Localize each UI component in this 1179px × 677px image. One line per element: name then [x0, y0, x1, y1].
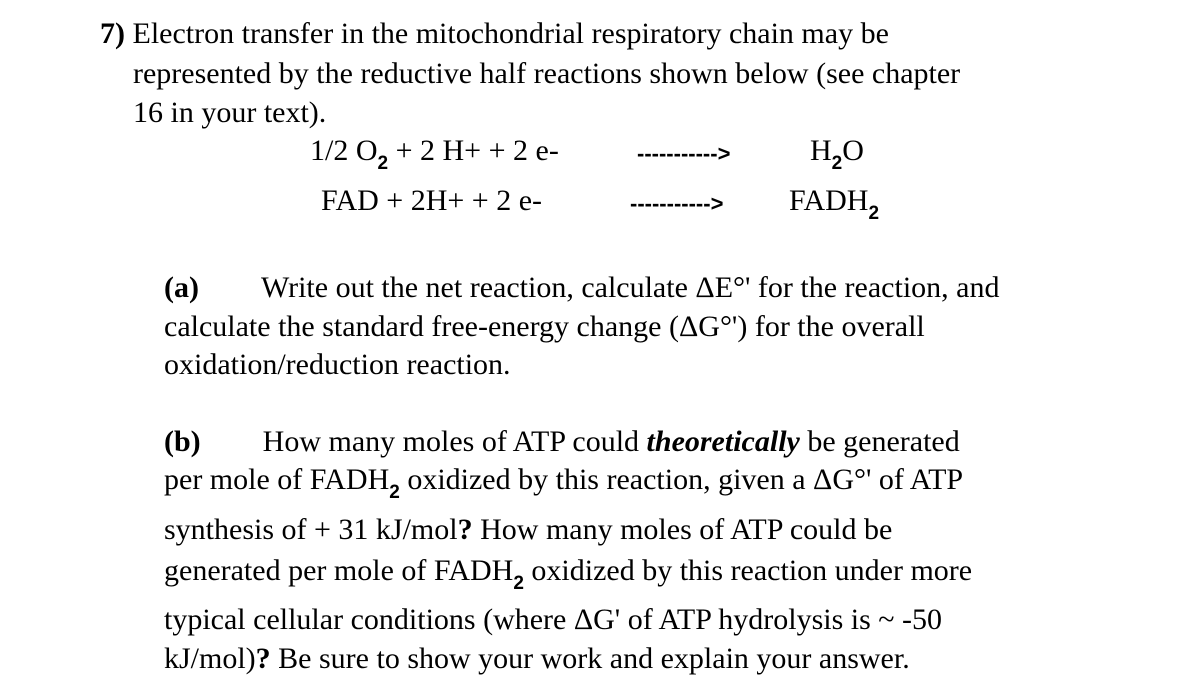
part-b-line-4: generated per mole of $FADH_2$ oxidized by this reaction under more: [164, 554, 973, 594]
part-a-line-2: calculate the standard free-energy change (ΔG°') for the overall: [164, 310, 925, 343]
part-b-line-1: (b) How many moles of ATP could theoretically be generated: [164, 425, 960, 458]
subscript: 2: [868, 203, 880, 224]
subscript: 2: [377, 153, 389, 174]
part-b-label: (b): [164, 425, 201, 458]
question-number: 7): [100, 17, 125, 50]
part-a-label: (a): [164, 271, 199, 304]
equation-fad-rhs: $FADH_2$: [789, 184, 880, 224]
part-b-line-3: synthesis of + 31 kJ/mol? How many moles of ATP could be: [164, 513, 893, 546]
equation-fad-lhs: FAD + 2H+ + 2 e-: [321, 184, 543, 217]
equation-oxygen-arrow: [637, 134, 730, 172]
equation-oxygen-rhs: $H_2O$: [810, 134, 864, 174]
emphasis: theoretically: [646, 425, 800, 458]
question-intro-3: 16 in your text).: [133, 96, 327, 129]
subscript: 2: [831, 153, 843, 174]
subscript: 2: [389, 482, 400, 503]
part-b-line-6: kJ/mol)? Be sure to show your work and explain your answer.: [164, 642, 910, 675]
question-mark: ?: [255, 642, 271, 675]
question-line-1: [100, 16, 889, 52]
part-b-line-5: typical cellular conditions (where ΔG' of ATP hydrolysis is ~ -50: [164, 603, 943, 636]
part-a-line-1: (a) Write out the net reaction, calculate ΔE°' for the reaction, and: [164, 271, 1000, 304]
reaction-arrow-icon: ----------->: [630, 191, 724, 216]
question-intro-1: Electron transfer in the mitochondrial respiratory chain may be: [132, 17, 889, 50]
reaction-arrow-icon: ----------->: [637, 141, 731, 166]
question-intro-2: represented by the reductive half reactions shown below (see chapter: [133, 57, 961, 90]
part-b-line-2: per mole of $FADH_2$ oxidized by this reaction, given a ΔG°' of ATP: [164, 463, 964, 503]
equation-oxygen-lhs: 1/2 $O_2 + 2$ H+ + 2 e-: [310, 134, 559, 174]
part-a-line-3: oxidation/reduction reaction.: [164, 348, 511, 381]
question-mark: ?: [457, 513, 473, 546]
subscript: 2: [513, 573, 524, 594]
equation-fad-arrow: [630, 184, 723, 222]
